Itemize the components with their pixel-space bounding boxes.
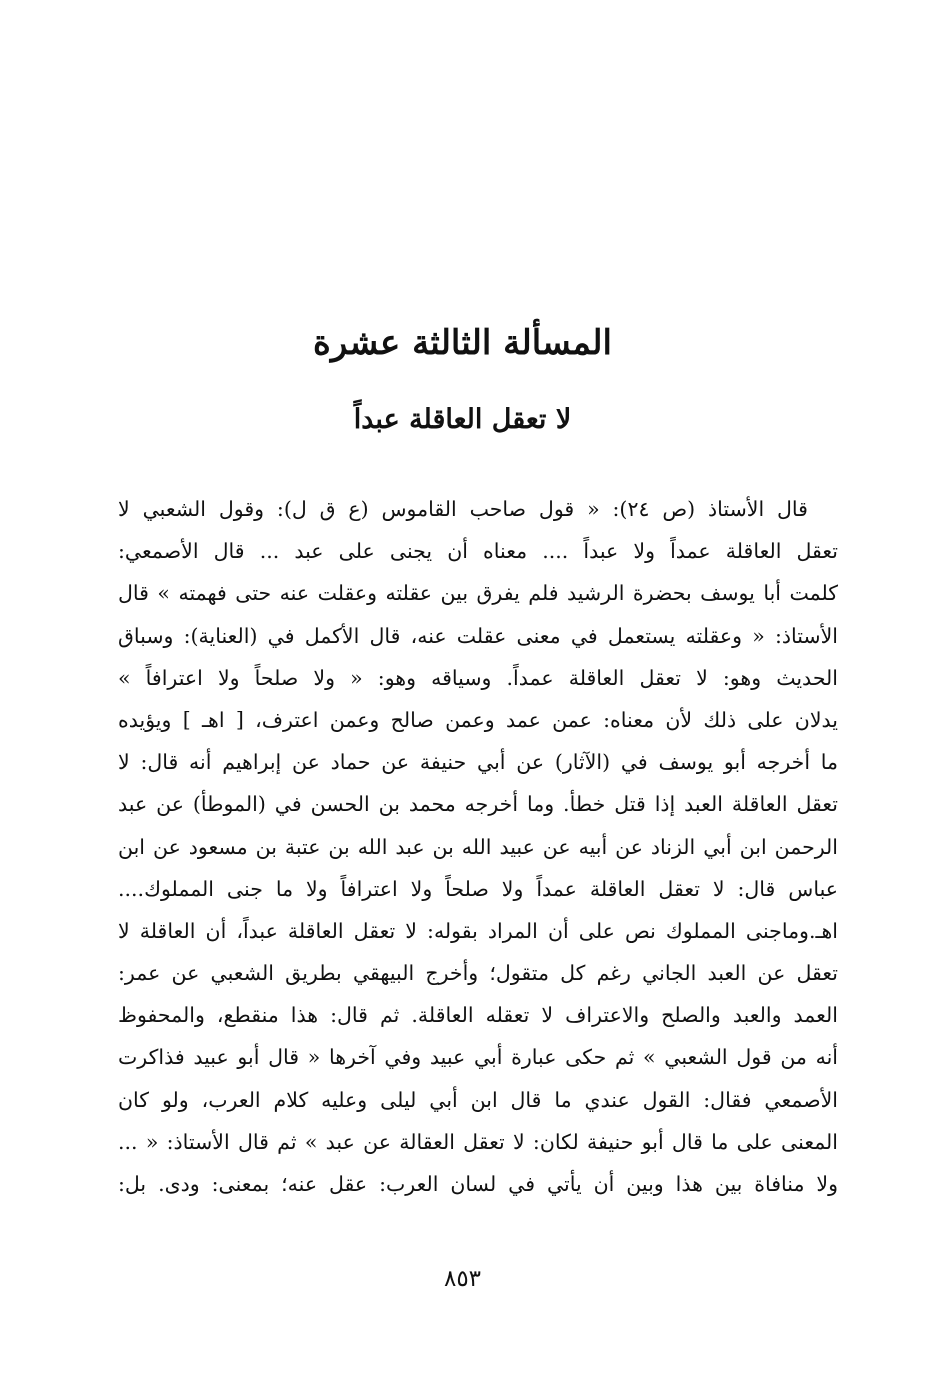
text-line: المعنى على ما قال أبو حنيفة لكان: لا تعقل العقالة عن عبد » ثم قال الأستاذ: « ...: [118, 1129, 838, 1154]
text-line: ما أخرجه أبو يوسف في (الآثار) عن أبي حنيفة عن حماد عن إبراهيم أنه قال: لا: [118, 750, 838, 775]
text-line: تعقل العاقلة العبد إذا قتل خطأ. وما أخرجه محمد بن الحسن في (الموطأ) عن عبد: [118, 792, 838, 817]
text-line: تعقل عن العبد الجاني رغم كل متقول؛ وأخرج البيهقي بطريق الشعبي عن عمر:: [118, 961, 838, 986]
text-line: تعقل العاقلة عمداً ولا عبداً .... معناه أن يجنى على عبد ... قال الأصمعي:: [118, 539, 838, 564]
text-line: الرحمن ابن أبي الزناد عن أبيه عن عبيد الله بن عبد الله بن عتبة بن مسعود عن ابن: [118, 834, 838, 859]
text-line: الأستاذ: « وعقلته يستعمل في معنى عقلت عنه، قال الأكمل في (العناية): وسباق: [118, 623, 838, 648]
text-line: أنه من قول الشعبي » ثم حكى عبارة أبي عبيد وفي آخرها « قال أبو عبيد فذاكرت: [118, 1045, 838, 1070]
text-line: يدلان على ذلك لأن معناه: عمن عمد وعمن صالح وعمن اعترف، [ اهـ ] ويؤيده: [118, 707, 838, 732]
text-line: اهـ.وماجنى المملوك نص على أن المراد بقوله: لا تعقل العاقلة عبداً، أن العاقلة لا: [118, 918, 838, 943]
body-text: [118, 488, 838, 1205]
text-line: العمد والعبد والصلح والاعتراف لا تعقله العاقلة. ثم قال: هذا منقطع، والمحفوظ: [118, 1003, 838, 1028]
section-subtitle: لا تعقل العاقلة عبداً: [353, 404, 572, 435]
page-number: ٨٥٣: [443, 1266, 482, 1292]
chapter-title: المسألة الثالثة عشرة: [313, 323, 612, 363]
text-line: كلمت أبا يوسف بحضرة الرشيد فلم يفرق بين عقلته وعقلت عنه حتى فهمته » قال: [118, 581, 838, 606]
text-line: الأصمعي فقال: القول عندي ما قال ابن أبي ليلى وعليه كلام العرب، ولو كان: [118, 1087, 838, 1112]
text-line: ولا منافاة بين هذا وبين أن يأتي في لسان العرب: عقل عنه؛ بمعنى: ودى. بل:: [118, 1172, 838, 1196]
text-line: قال الأستاذ (ص ٢٤): « قول صاحب القاموس (ع ق ل): وقول الشعبي لا: [118, 497, 808, 521]
text-line: عباس قال: لا تعقل العاقلة عمداً ولا صلحاً ولا اعترافاً ولا ما جنى المملوك....: [118, 876, 838, 901]
text-line: الحديث وهو: لا تعقل العاقلة عمداً. وسياقه وهو: « ولا صلحاً ولا اعترافاً »: [118, 665, 838, 690]
